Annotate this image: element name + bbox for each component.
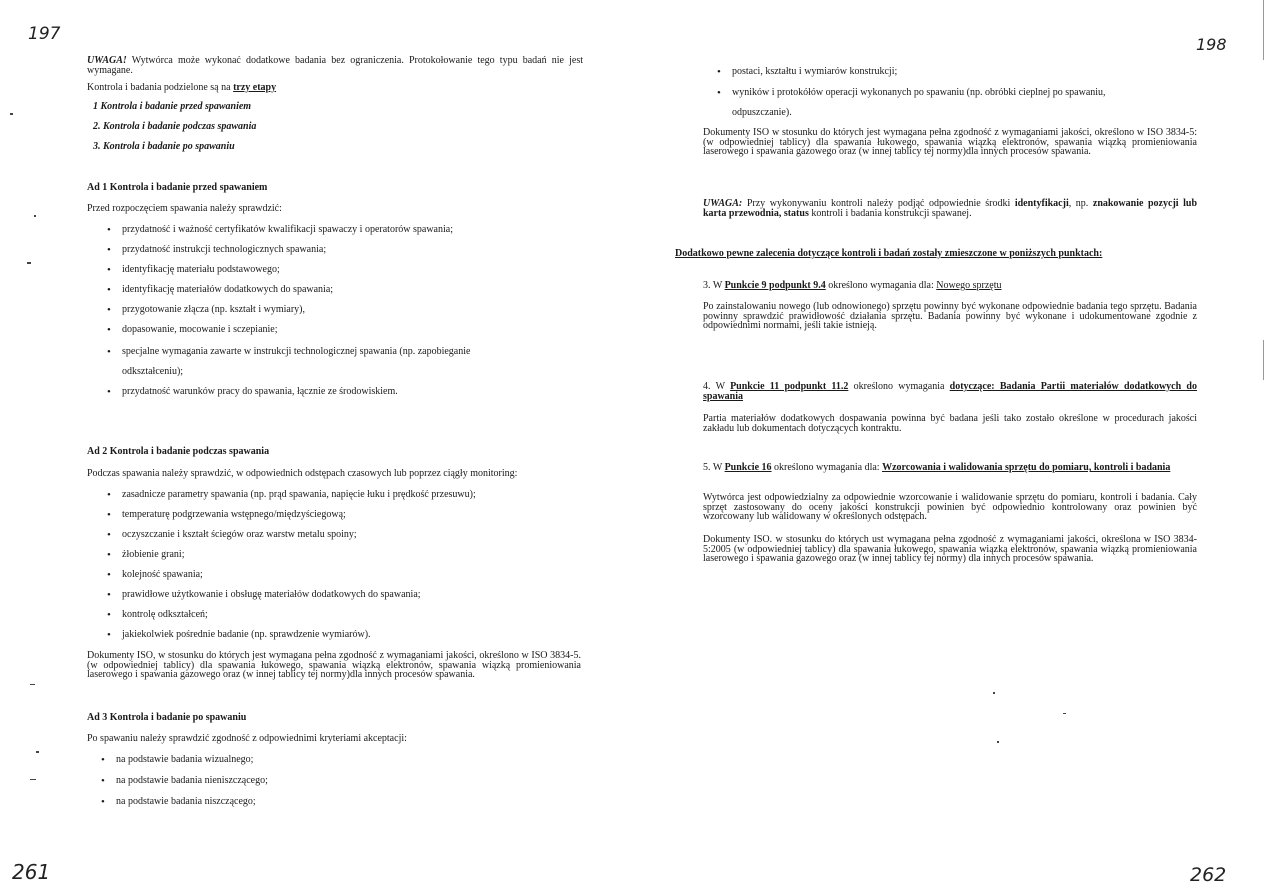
p4-text: Partia materiałów dodatkowych dospawania powinna być badana jeśli tako zostało określone w procedurach jakości zakładu lub dokumentach dotyczących kontraktu. — [703, 413, 1197, 434]
stage-2: 2. Kontrola i badanie podczas spawania — [93, 121, 257, 132]
sec3-item: • na podstawie badania nieniszczącego; — [116, 776, 268, 786]
page-number-top: 197 — [28, 24, 61, 44]
uwaga-text: Przy wykonywaniu kontroli należy podjąć odpowiednie środki — [742, 198, 1015, 209]
uwaga-bold: identyfikacji — [1014, 198, 1069, 209]
p4-ref: Punkcie 11 podpunkt 11.2 — [730, 381, 849, 392]
left-page — [0, 0, 633, 893]
p4-topic: dotyczące: Badania Partii materiałów dodatkowych do spawania — [703, 381, 1197, 402]
p5-prefix: 5. W — [703, 462, 725, 473]
scan-edge-line — [1263, 340, 1264, 380]
p4-heading — [703, 382, 1197, 401]
sec2-item: • kontrolę odkształceń; — [122, 610, 208, 620]
scan-speck — [1063, 713, 1066, 714]
sec3-heading: Ad 3 Kontrola i badanie po spawaniu — [87, 712, 247, 723]
sec2-item: • zasadnicze parametry spawania (np. prąd spawania, napięcie łuku i prędkość przesuwu); — [122, 490, 476, 500]
p5-ref: Punkcie 16 — [724, 462, 772, 473]
scan-speck — [993, 692, 995, 694]
scan-speck — [27, 262, 31, 264]
sec1-item: • przydatność i ważność certyfikatów kwalifikacji spawaczy i operatorów spawania; — [122, 225, 453, 235]
scan-speck — [997, 741, 999, 743]
uwaga-text: Wytwórca może wykonać dodatkowe badania bez ograniczenia. Protokołowanie tego typu badań nie jest wymagane. — [87, 55, 583, 76]
uwaga-bold: znakowanie pozycji lub karta przewodnia, status — [703, 198, 1198, 219]
p5-mid: określono wymagania dla: — [771, 462, 883, 473]
sec1-item: • identyfikację materiałów dodatkowych do spawania; — [122, 285, 333, 295]
page-number-top: 198 — [1196, 35, 1227, 54]
sec2-item: • kolejność spawania; — [122, 570, 203, 580]
sec1-item: • identyfikację materiału podstawowego; — [122, 265, 280, 275]
scan-speck — [36, 751, 39, 753]
sec3-item: • na podstawie badania wizualnego; — [116, 755, 253, 765]
p3-prefix: 3. W — [703, 280, 725, 291]
sec1-heading: Ad 1 Kontrola i badanie przed spawaniem — [87, 182, 268, 193]
p4-prefix: 4. W — [703, 381, 731, 392]
right-page — [633, 0, 1267, 893]
scan-speck — [34, 215, 36, 217]
p3-heading — [703, 281, 1002, 291]
uwaga-note — [703, 199, 1197, 218]
sec2-item: • oczyszczanie i kształt ściegów oraz warstw metalu spoiny; — [122, 530, 357, 540]
p4-mid: określono wymagania — [848, 381, 950, 392]
sec1-item: • specjalne wymagania zawarte w instrukcji technologicznej spawania (np. zapobieganie odkształceniu); — [122, 342, 532, 382]
uwaga-note — [87, 56, 583, 75]
stages-link: trzy etapy — [233, 82, 277, 93]
page-number-bottom: 261 — [12, 860, 51, 884]
uwaga-label: UWAGA: — [703, 198, 743, 209]
p3-text: Po zainstalowaniu nowego (lub odnowionego) sprzętu powinny być wykonane odpowiednie badania tego sprzętu. Badania powinny sprawdzić prawidłowość działania sprzętu. Badania powinny być wykonane i udokumentowane zgodnie z odpowiednimi normami, jeśli takie istnieją. — [703, 301, 1197, 331]
sec2-item: • prawidłowe użytkowanie i obsługę materiałów dodatkowych do spawania; — [122, 590, 421, 600]
sec1-item: • przygotowanie złącza (np. kształt i wymiary), — [122, 305, 305, 315]
extra-heading: Dodatkowo pewne zalecenia dotyczące kontroli i badań zostały zmieszczone w poniższych punktach: — [675, 248, 1103, 259]
p5-text: Wytwórca jest odpowiedzialny za odpowiednie wzorcowanie i walidowanie sprzętu do pomiaru, kontroli i badania. Cały sprzęt zastosowany do oceny jakości konstrukcji powinien być odpowiednio kontrolowany oraz powinien być wzorcowany lub walidowany w określonych odstępach. — [703, 492, 1197, 522]
sec2-intro: Podczas spawania należy sprawdzić, w odpowiednich odstępach czasowych lub poprzez ciągły monitoring: — [87, 468, 518, 479]
p5-topic: Wzorcowania i walidowania sprzętu do pomiaru, kontroli i badania — [882, 462, 1171, 473]
carry-item: • postaci, kształtu i wymiarów konstrukcji; — [732, 67, 897, 77]
stage-3: 3. Kontrola i badanie po spawaniu — [93, 141, 235, 152]
carry-item: • wyników i protokółów operacji wykonanych po spawaniu (np. obróbki cieplnej po spawaniu, odpuszczanie). — [732, 83, 1162, 123]
stage-1: 1 Kontrola i badanie przed spawaniem — [93, 101, 252, 112]
sec1-item: • przydatność warunków pracy do spawania, łącznie ze środowiskiem. — [122, 387, 398, 397]
sec2-item: • jakiekolwiek pośrednie badanie (np. sprawdzenie wymiarów). — [122, 630, 371, 640]
uwaga-text: kontroli i badania konstrukcji spawanej. — [808, 207, 972, 219]
stages-intro-text: Kontrola i badania podzielone są na — [87, 82, 234, 93]
sec3-item: • na podstawie badania niszczącego; — [116, 797, 256, 807]
sec3-intro: Po spawaniu należy sprawdzić zgodność z odpowiednimi kryteriami akceptacji: — [87, 733, 407, 744]
p5-heading — [703, 463, 1197, 473]
scan-speck — [30, 779, 36, 780]
scan-edge-line — [1263, 0, 1264, 60]
p3-mid: określono wymagania dla: — [825, 280, 937, 291]
scan-speck — [10, 113, 13, 115]
stages-intro — [87, 83, 276, 93]
scan-speck — [30, 684, 35, 685]
sec2-heading: Ad 2 Kontrola i badanie podczas spawania — [87, 446, 270, 457]
uwaga-label: UWAGA! — [87, 55, 127, 66]
uwaga-text: , np. — [1068, 198, 1093, 209]
sec1-item: • dopasowanie, mocowanie i sczepianie; — [122, 325, 278, 335]
sec1-item: • przydatność instrukcji technologicznych spawania; — [122, 245, 326, 255]
sec2-item: • żłobienie grani; — [122, 550, 184, 560]
sec2-item: • temperaturę podgrzewania wstępnego/międzyściegową; — [122, 510, 346, 520]
iso-note: Dokumenty ISO w stosunku do których jest wymagana pełna zgodność z wymaganiami jakości, określono w ISO 3834-5: (w odpowiedniej tablicy) dla spawania łukowego, spawania wiązką elektronów, spawania wiązką promieniowania laserowego i spawania gazowego oraz (w innej tablicy tej normy)dla innych procesów spawania. — [703, 127, 1197, 157]
p3-topic: Nowego sprzętu — [936, 280, 1002, 291]
sec1-intro: Przed rozpoczęciem spawania należy sprawdzić: — [87, 203, 282, 214]
sec2-iso-note: Dokumenty ISO, w stosunku do których jest wymagana pełna zgodność z wymaganiami jakości, określono w ISO 3834-5. (w odpowiedniej tablicy) dla spawania łukowego, spawania wiązką elektronów, spawania wiązką promieniowania laserowego i spawania gazowego oraz (w innej tablicy tej normy)dla innych procesów spawania. — [87, 650, 581, 680]
p3-ref: Punkcie 9 podpunkt 9.4 — [724, 280, 826, 291]
page-number-bottom: 262 — [1190, 864, 1227, 886]
p5-iso-note: Dokumenty ISO. w stosunku do których ust wymagana pełna zgodność z wymaganiami jakości, określona w ISO 3834-5:2005 (w odpowiedniej tablicy) dla spawania łukowego, spawania wiązką elektronów, spawania wiązką promieniowania laserowego i spawania gazowego oraz (w innej tablicy tej normy) dla innych procesów spawania. — [703, 534, 1197, 564]
